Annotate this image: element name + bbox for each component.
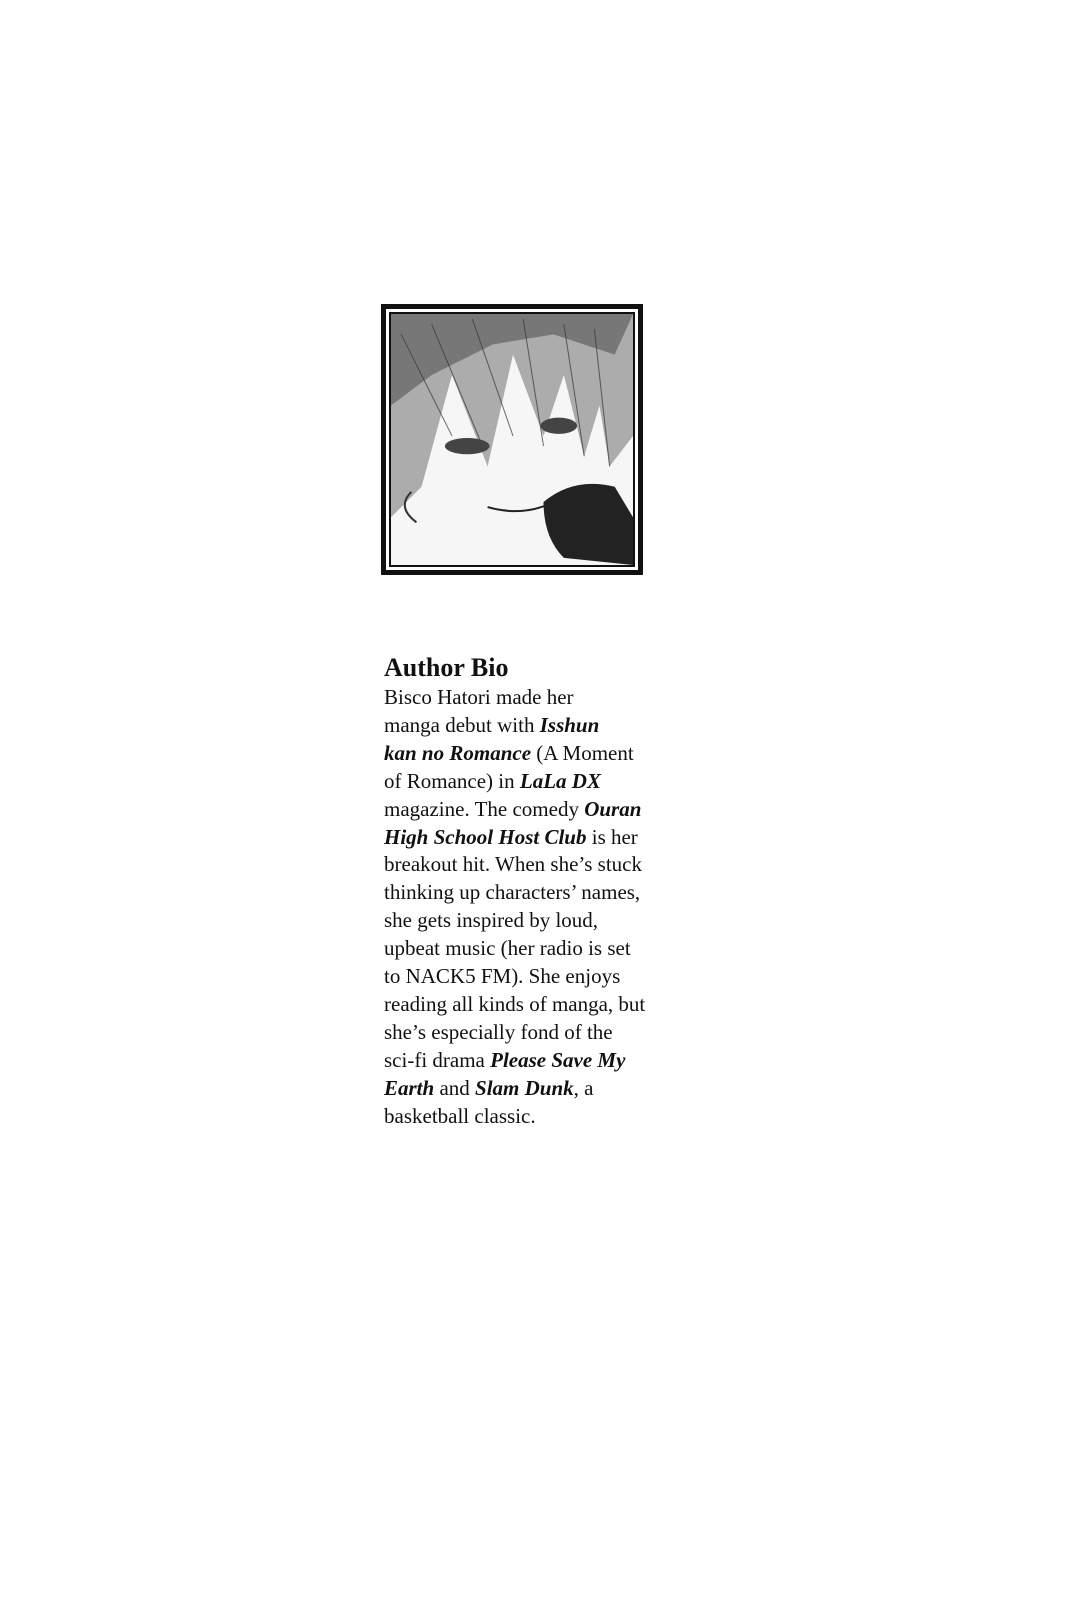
- bio-text: she gets inspired by loud,: [384, 908, 599, 933]
- bio-text: of Romance) in: [384, 768, 520, 793]
- bio-text: breakout hit. When she’s stuck: [384, 852, 642, 877]
- bio-title-italic: Ouran: [584, 796, 642, 821]
- bio-line: [384, 824, 645, 852]
- bio-text: basketball classic.: [384, 1103, 536, 1128]
- bio-text: she’s especially fond of the: [384, 1019, 613, 1044]
- bio-title-italic: Earth: [384, 1075, 435, 1100]
- bio-line: [384, 1047, 645, 1075]
- author-portrait-image: [389, 312, 635, 567]
- bio-line: [384, 712, 645, 740]
- bio-line: [384, 1019, 645, 1047]
- bio-text: (A Moment: [531, 740, 634, 765]
- bio-title-italic: kan no Romance: [384, 740, 532, 765]
- bio-text: reading all kinds of manga, but: [384, 991, 646, 1016]
- bio-title-italic: Isshun: [539, 712, 600, 737]
- bio-line: [384, 740, 645, 768]
- author-bio-text: [384, 684, 645, 1131]
- bio-text: manga debut with: [384, 712, 540, 737]
- bio-line: [384, 963, 645, 991]
- bio-line: [384, 935, 645, 963]
- bio-title-italic: Please Save My: [490, 1047, 626, 1072]
- bio-text: thinking up characters’ names,: [384, 880, 641, 905]
- section-heading: Author Bio: [384, 653, 509, 682]
- bio-line: [384, 768, 645, 796]
- bio-text: to NACK5 FM). She enjoys: [384, 964, 621, 989]
- bio-text: upbeat music (her radio is set: [384, 936, 631, 961]
- bio-line: [384, 991, 645, 1019]
- bio-title-italic: High School Host Club: [384, 824, 587, 849]
- bio-title-italic: Slam Dunk: [475, 1075, 574, 1100]
- bio-line: [384, 1075, 645, 1103]
- portrait-frame: [381, 304, 643, 575]
- bio-title-italic: LaLa DX: [519, 768, 601, 793]
- bio-line: [384, 796, 645, 824]
- bio-text: Bisco Hatori made her: [384, 685, 574, 709]
- bio-text: sci-fi drama: [384, 1047, 491, 1072]
- bio-text: magazine. The comedy: [384, 796, 585, 821]
- bio-line: [384, 684, 645, 712]
- bio-line: [384, 1103, 645, 1131]
- bio-text: is her: [586, 824, 638, 849]
- bio-line: [384, 851, 645, 879]
- bio-text: and: [434, 1075, 476, 1100]
- manga-character-illustration-icon: [391, 314, 633, 565]
- bio-text: , a: [573, 1075, 594, 1100]
- bio-line: [384, 907, 645, 935]
- bio-line: [384, 879, 645, 907]
